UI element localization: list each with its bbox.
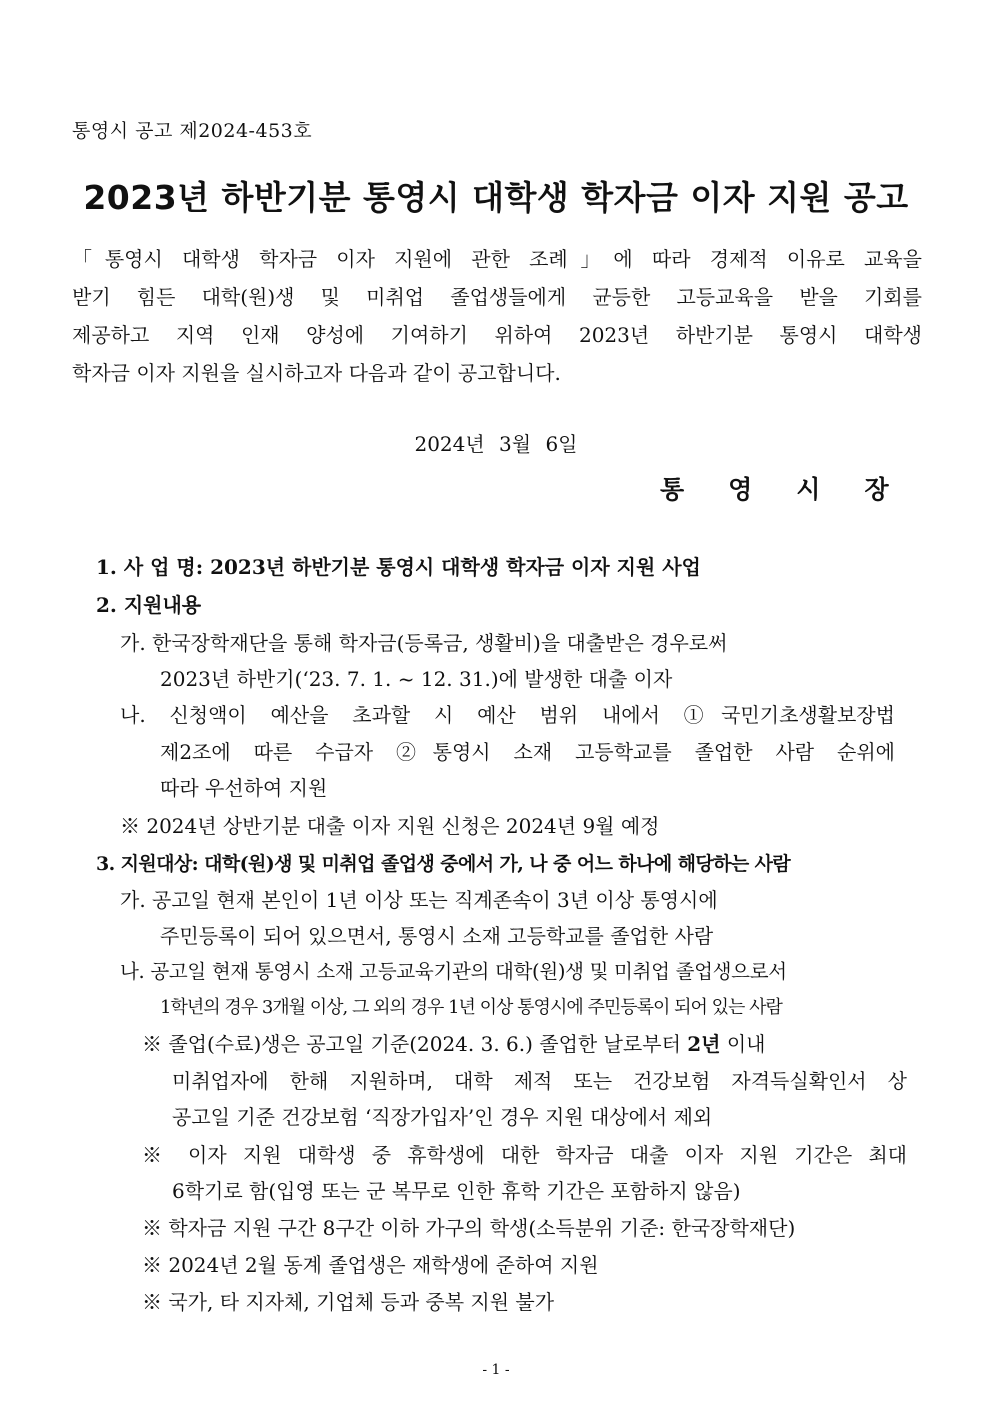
notice-number: 통영시 공고 제2024-453호: [72, 120, 313, 142]
section-3-note-5: ※ 국가, 타 지자체, 기업체 등과 중복 지원 불가: [142, 1290, 555, 1314]
intro-line: 「통영시 대학생 학자금 이자 지원에 관한 조례」에 따라 경제적 이유로 교육을: [72, 247, 922, 271]
note-1-text-a: ※ 졸업(수료)생은 공고일 기준(2024. 3. 6.) 졸업한 날로부터: [142, 1032, 688, 1056]
section-2-item-na-line1: 나. 신청액이 예산을 초과할 시 예산 범위 내에서 ①국민기초생활보장법: [120, 703, 895, 727]
section-2-item-na-line2: 제2조에 따른 수급자 ②통영시 소재 고등학교를 졸업한 사람 순위에: [160, 740, 895, 764]
intro-line: 학자금 이자 지원을 실시하고자 다음과 같이 공고합니다.: [72, 361, 561, 385]
document-title: 2023년 하반기분 통영시 대학생 학자금 이자 지원 공고: [83, 178, 909, 217]
note-1-text-c: 이내: [720, 1032, 766, 1056]
section-3-note-3: ※ 학자금 지원 구간 8구간 이하 가구의 학생(소득분위 기준: 한국장학재단): [142, 1216, 796, 1240]
section-1-project-name: [96, 548, 701, 586]
intro-line: 받기 힘든 대학(원)생 및 미취업 졸업생들에게 균등한 고등교육을 받을 기회를: [72, 285, 922, 309]
section-3-note-4: ※ 2024년 2월 동계 졸업생은 재학생에 준하여 지원: [142, 1253, 599, 1277]
page-number: - 1 -: [482, 1362, 510, 1378]
section-3-item-na-line1: 나. 공고일 현재 통영시 소재 고등교육기관의 대학(원)생 및 미취업 졸업생으로서: [120, 960, 787, 983]
section-2-heading: 2. 지원내용: [96, 593, 202, 617]
section-2-item-na-line3: 따라 우선하여 지원: [160, 776, 328, 800]
section-2-note: ※ 2024년 상반기분 대출 이자 지원 신청은 2024년 9월 예정: [120, 814, 660, 838]
section-3-note-2-line2: 6학기로 함(입영 또는 군 복무로 인한 휴학 기간은 포함하지 않음): [172, 1179, 741, 1203]
intro-paragraph: [72, 240, 922, 392]
section-3-note-2-line1: ※ 이자 지원 대학생 중 휴학생에 대한 학자금 대출 이자 지원 기간은 최대: [142, 1143, 907, 1167]
section-3-item-na-line2: 1학년의 경우 3개월 이상, 그 외의 경우 1년 이상 통영시에 주민등록이 되어 있는 사람: [160, 997, 782, 1018]
section-3-heading: 3. 지원대상: 대학(원)생 및 미취업 졸업생 중에서 가, 나 중 어느 하나에 해당하는 사람: [96, 853, 791, 875]
notice-date: 2024년 3월 6일: [414, 432, 578, 456]
note-1-emphasis: 2년: [687, 1032, 721, 1056]
section-2-item-ga-line2: 2023년 하반기(‘23. 7. 1. ~ 12. 31.)에 발생한 대출 이자: [160, 667, 673, 691]
section-3-item-ga-line2: 주민등록이 되어 있으면서, 통영시 소재 고등학교를 졸업한 사람: [160, 924, 714, 948]
section-3-note-1-line2: 미취업자에 한해 지원하며, 대학 제적 또는 건강보험 자격득실확인서 상: [172, 1069, 907, 1093]
section-3-note-1-line3: 공고일 기준 건강보험 ‘직장가입자’인 경우 지원 대상에서 제외: [172, 1105, 713, 1129]
section-2-item-ga-line1: 가. 한국장학재단을 통해 학자금(등록금, 생활비)을 대출받은 경우로써: [120, 631, 728, 655]
intro-line: 제공하고 지역 인재 양성에 기여하기 위하여 2023년 하반기분 통영시 대학생: [72, 323, 922, 347]
section-1-text: 1. 사 업 명: 2023년 하반기분 통영시 대학생 학자금 이자 지원 사업: [96, 555, 701, 579]
issuer-signature: 통영시장: [660, 475, 933, 504]
section-3-item-ga-line1: 가. 공고일 현재 본인이 1년 이상 또는 직계존속이 3년 이상 통영시에: [120, 888, 718, 912]
section-3-note-1-line1: [142, 1025, 766, 1063]
